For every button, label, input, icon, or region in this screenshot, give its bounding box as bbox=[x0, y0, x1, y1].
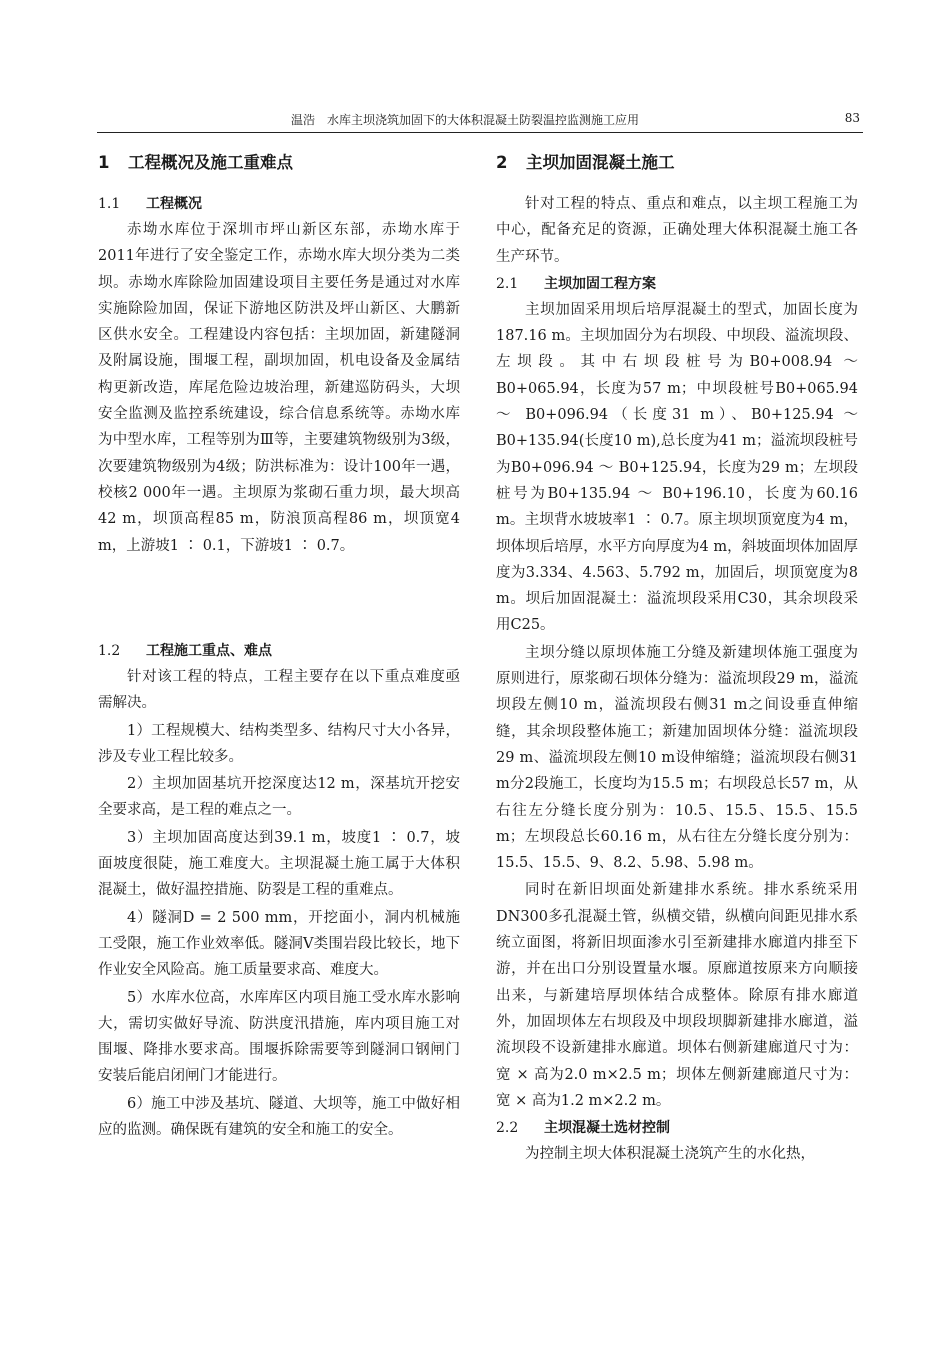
subsection-title: 主坝加固工程方案 bbox=[544, 275, 656, 292]
subsection-heading-1-2 bbox=[98, 638, 460, 664]
list-item: 1）工程规模大、结构类型多、结构尺寸大小各异，涉及专业工程比较多。 bbox=[98, 722, 460, 765]
list-item: 5）水库水位高，水库库区内项目施工受水库水影响大，需切实做好导流、防洪度汛措施，库内项目施工对围堰、降排水要求高。围堰拆除需要等到隧洞口钢闸门安装后能启闭闸门才能进行。 bbox=[98, 989, 460, 1085]
paragraph: 主坝分缝以原坝体施工分缝及新建坝体施工强度为原则进行，原浆砌石坝体分缝为：溢流坝段29 m，溢流坝段左侧10 m，溢流坝段右侧31 m之间设垂直伸缩缝，其余坝段整体施工；新建加固坝体分缝：溢流坝段29 m、溢流坝段左侧10 m设伸缩缝；溢流坝段右侧31 m分2段施工，长度均为15.5 m；右坝段总长57 m，从右往左分缝长度分别为：10.5、15.5、15.5、15.5 m；左坝段总长60.16 m，从右往左分缝长度分别为：15.5、15.5、9、8.2、5.98、5.98 m。 bbox=[496, 644, 858, 872]
paragraph: 为控制主坝大体积混凝土浇筑产生的水化热， bbox=[525, 1146, 815, 1163]
subsection-number: 1.2 bbox=[98, 643, 121, 659]
subsection-heading-2-2 bbox=[496, 1115, 858, 1141]
paragraph: 针对该工程的特点，工程主要存在以下重点难度亟需解决。 bbox=[98, 669, 460, 712]
section-heading-1 bbox=[98, 149, 460, 177]
left-column bbox=[98, 149, 460, 1144]
running-header bbox=[100, 111, 860, 133]
subsection-heading-1-1 bbox=[98, 191, 460, 217]
section-number: 2 bbox=[496, 153, 508, 172]
header-rule bbox=[97, 132, 863, 133]
subsection-number: 2.1 bbox=[496, 275, 519, 292]
paragraph: 针对工程的特点、重点和难点，以主坝工程施工为中心，配备充足的资源，正确处理大体积混凝土施工各生产环节。 bbox=[496, 196, 858, 265]
list-item: 2）主坝加固基坑开挖深度达12 m，深基坑开挖安全要求高，是工程的难点之一。 bbox=[98, 776, 460, 819]
running-header-title: 温浩 水库主坝浇筑加固下的大体积混凝土防裂温控监测施工应用 bbox=[290, 113, 639, 127]
paragraph: 主坝加固采用坝后培厚混凝土的型式，加固长度为187.16 m。主坝加固分为右坝段、中坝段、溢流坝段、左坝段。其中右坝段桩号为B0+008.94 ～ B0+065.94，长度为57 m；中坝段桩号B0+065.94 ～ B0+096.94（长度31 m）、B0+125.94 ～ B0+135.94(长度10 m),总长度为41 m；溢流坝段桩号为B0+096.94 ～ B0+125.94，长度为29 m；左坝段桩号为B0+135.94 ～ B0+196.10，长度为60.16 m。主坝背水坡坡率1 ∶ 0.7。原主坝坝顶宽度为4 m，坝体坝后培厚，水平方向厚度为4 m，斜坡面坝体加固厚度为3.334、4.563、5.792 m，加固后，坝顶宽度为8 m。坝后加固混凝土：溢流坝段采用C30，其余坝段采用C25。 bbox=[496, 301, 858, 634]
subsection-title: 工程概况 bbox=[146, 196, 202, 212]
section-title: 工程概况及施工重难点 bbox=[128, 153, 293, 172]
right-column bbox=[496, 149, 858, 1168]
subsection-number: 2.2 bbox=[496, 1120, 519, 1137]
section-number: 1 bbox=[98, 153, 110, 172]
subsection-title: 工程施工重点、难点 bbox=[146, 643, 272, 659]
list-item: 3）主坝加固高度达到39.1 m，坡度1 ∶ 0.7，坡面坡度很陡，施工难度大。主坝混凝土施工属于大体积混凝土，做好温控措施、防裂是工程的重难点。 bbox=[98, 829, 460, 899]
list-item: 6）施工中涉及基坑、隧道、大坝等，施工中做好相应的监测。确保既有建筑的安全和施工的安全。 bbox=[98, 1095, 460, 1139]
page-number: 83 bbox=[844, 111, 860, 125]
section-title: 主坝加固混凝土施工 bbox=[526, 153, 675, 172]
subsection-heading-2-1 bbox=[496, 271, 858, 297]
list-item: 4）隧洞D = 2 500 mm，开挖面小，洞内机械施工受限，施工作业效率低。隧洞Ⅴ类围岩段比较长，地下作业安全风险高。施工质量要求高、难度大。 bbox=[98, 909, 460, 979]
subsection-number: 1.1 bbox=[98, 196, 121, 212]
paragraph: 同时在新旧坝面处新建排水系统。排水系统采用DN300多孔混凝土管，纵横交错，纵横向间距见排水系统立面图，将新旧坝面渗水引至新建排水廊道内排至下游，并在出口分别设置量水堰。原廊道按原来方向顺接出来，与新建培厚坝体结合成整体。除原有排水廊道外，加固坝体左右坝段及中坝段坝脚新建排水廊道，溢流坝段不设新建排水廊道。坝体右侧新建廊道尺寸为：宽 × 高为2.0 m×2.5 m；坝体左侧新建廊道尺寸为：宽 × 高为1.2 m×2.2 m。 bbox=[496, 882, 858, 1109]
paragraph: 赤坳水库位于深圳市坪山新区东部，赤坳水库于2011年进行了安全鉴定工作，赤坳水库大坝分类为二类坝。赤坳水库除险加固建设项目主要任务是通过对水库实施除险加固，保证下游地区防洪及坪山新区、大鹏新区供水安全。工程建设内容包括：主坝加固，新建隧洞及附属设施，围堰工程，副坝加固，机电设备及金属结构更新改造，库尾危险边坡治理，新建巡防码头，大坝安全监测及监控系统建设，综合信息系统等。赤坳水库为中型水库，工程等别为Ⅲ等，主要建筑物级别为3级，次要建筑物级别为4级；防洪标准为：设计100年一遇，校核2 000年一遇。主坝原为浆砌石重力坝，最大坝高42 m，坝顶高程85 m，防浪顶高程86 m，坝顶宽4 m，上游坡1 ∶ 0.1，下游坡1 ∶ 0.7。 bbox=[98, 222, 460, 554]
subsection-title: 主坝混凝土选材控制 bbox=[544, 1120, 670, 1137]
section-heading-2 bbox=[496, 149, 858, 177]
